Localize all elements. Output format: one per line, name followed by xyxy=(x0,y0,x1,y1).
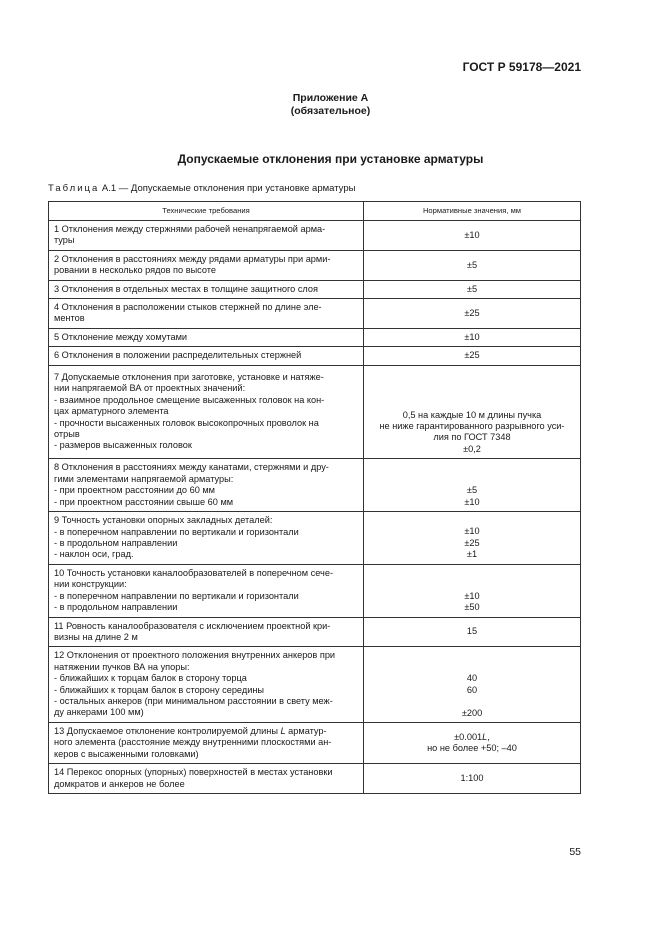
requirement-line: нии напрягаемой ВА от проектных значений: xyxy=(54,383,246,394)
value-line: ±200 xyxy=(461,707,483,718)
requirement-line: - в поперечном направлении по вертикали и горизонтали xyxy=(54,590,299,601)
requirement-cell xyxy=(49,328,364,346)
table-caption-text: А.1 — Допускаемые отклонения при установке арматуры xyxy=(99,183,356,194)
table-row xyxy=(49,764,581,794)
value-cell xyxy=(364,280,581,298)
table-row xyxy=(49,512,581,565)
requirement-cell xyxy=(49,564,364,617)
requirement-cell xyxy=(49,459,364,512)
deviations-table xyxy=(48,201,581,794)
table-row xyxy=(49,617,581,647)
requirement-line: 2 Отклонения в расстояниях между рядами арматуры при арми- xyxy=(54,253,331,264)
value-cell xyxy=(364,299,581,329)
value-cell xyxy=(364,221,581,251)
value-line: ±0.001L, xyxy=(454,731,490,742)
appendix-heading xyxy=(0,92,661,118)
requirement-line: - при проектном расстоянии до 60 мм xyxy=(54,485,215,496)
requirement-line: гими элементами напрягаемой арматуры: xyxy=(54,473,234,484)
value-line: ±10 xyxy=(464,331,480,342)
requirement-line: - в поперечном направлении по вертикали и горизонтали xyxy=(54,526,299,537)
table-caption-prefix: Таблица xyxy=(48,183,100,194)
value-cell xyxy=(364,722,581,763)
table-row xyxy=(49,722,581,763)
value-line: ±5 xyxy=(466,259,478,270)
table-caption xyxy=(48,183,355,194)
value-cell xyxy=(364,328,581,346)
value-line: ±10 xyxy=(464,496,480,507)
value-line: ±25 xyxy=(464,350,480,361)
value-line: ±25 xyxy=(464,307,480,318)
requirement-line: 13 Допускаемое отклонение контролируемой длины L арматур- xyxy=(54,725,327,736)
requirement-line: туры xyxy=(54,235,75,246)
table-row xyxy=(49,328,581,346)
value-cell xyxy=(364,459,581,512)
requirement-cell xyxy=(49,365,364,459)
appendix-title: Приложение А xyxy=(292,92,369,104)
value-line: ±5 xyxy=(466,283,478,294)
standard-number: ГОСТ Р 59178—2021 xyxy=(462,60,581,74)
value-line: ±0,2 xyxy=(463,443,481,454)
requirement-cell xyxy=(49,250,364,280)
requirement-line: - ближайших к торцам балок в сторону торца xyxy=(54,673,247,684)
table-row xyxy=(49,280,581,298)
requirement-line: ровании в несколько рядов по высоте xyxy=(54,265,216,276)
requirement-line: 8 Отклонения в расстояниях между канатами, стержнями и дру- xyxy=(54,462,329,473)
requirement-line: визны на длине 2 м xyxy=(54,631,138,642)
requirement-cell xyxy=(49,221,364,251)
value-line: ±10 xyxy=(464,590,480,601)
requirement-cell xyxy=(49,722,364,763)
value-cell xyxy=(364,647,581,723)
value-cell xyxy=(364,250,581,280)
requirement-line: керов с высаженными головками) xyxy=(54,748,199,759)
requirement-line: - остальных анкеров (при минимальном расстоянии в свету меж- xyxy=(54,696,333,707)
table-row xyxy=(49,365,581,459)
requirement-line: натяжении пучков ВА на упоры: xyxy=(54,661,190,672)
requirement-line: нии конструкции: xyxy=(54,579,127,590)
requirement-line: 9 Точность установки опорных закладных деталей: xyxy=(54,515,273,526)
page-number: 55 xyxy=(569,846,581,858)
table-row xyxy=(49,347,581,365)
requirement-line: домкратов и анкеров не более xyxy=(54,778,185,789)
requirement-cell xyxy=(49,617,364,647)
value-line: ±10 xyxy=(464,229,480,240)
requirement-line: 10 Точность установки каналообразователей в поперечном сече- xyxy=(54,567,334,578)
requirement-cell xyxy=(49,347,364,365)
requirement-line: 11 Ровность каналообразователя с исключением проектной кри- xyxy=(54,620,331,631)
value-line: ±10 xyxy=(464,526,480,537)
requirement-line: - при проектном расстоянии свыше 60 мм xyxy=(54,496,234,507)
column-header-values: Нормативные значения, мм xyxy=(364,202,581,221)
value-cell xyxy=(364,764,581,794)
requirement-line: - прочности высаженных головок высокопрочных проволок на xyxy=(54,417,319,428)
requirement-line: - взаимное продольное смещение высаженных головок на кон- xyxy=(54,394,325,405)
requirement-line: 14 Перекос опорных (упорных) поверхностей в местах установки xyxy=(54,767,333,778)
requirement-line: - наклон оси, град. xyxy=(54,549,134,560)
requirement-line: ментов xyxy=(54,313,85,324)
table-row xyxy=(49,299,581,329)
requirement-line: ду анкерами 100 мм) xyxy=(54,707,144,718)
value-line: ±50 xyxy=(464,602,480,613)
requirement-line: ного элемента (расстояние между внутренними плоскостями ан- xyxy=(54,737,332,748)
table-row xyxy=(49,250,581,280)
value-line: 15 xyxy=(466,626,478,637)
value-line: ±25 xyxy=(464,537,480,548)
requirement-line: 6 Отклонения в положении распределительных стержней xyxy=(54,350,302,361)
value-cell xyxy=(364,365,581,459)
requirement-line: 7 Допускаемые отклонения при заготовке, установке и натяже- xyxy=(54,372,324,383)
value-cell xyxy=(364,564,581,617)
appendix-subtitle: (обязательное) xyxy=(290,105,371,117)
requirement-line: - в продольном направлении xyxy=(54,537,178,548)
requirement-line: 3 Отклонения в отдельных местах в толщине защитного слоя xyxy=(54,283,318,294)
requirement-line: отрыв xyxy=(54,429,80,440)
requirement-line: 5 Отклонение между хомутами xyxy=(54,331,188,342)
requirement-line: цах арматурного элемента xyxy=(54,406,169,417)
value-line: 0,5 на каждые 10 м длины пучка xyxy=(402,409,542,420)
value-line: лия по ГОСТ 7348 xyxy=(433,432,511,443)
column-header-requirements: Технические требования xyxy=(49,202,364,221)
value-line: 60 xyxy=(466,684,478,695)
table-row xyxy=(49,221,581,251)
requirement-line: 1 Отклонения между стержнями рабочей ненапрягаемой арма- xyxy=(54,224,326,234)
requirement-cell xyxy=(49,512,364,565)
table-row xyxy=(49,647,581,723)
value-line xyxy=(368,696,576,707)
requirement-line: 12 Отклонения от проектного положения внутренних анкеров при xyxy=(54,650,336,661)
requirement-line: - ближайших к торцам балок в сторону середины xyxy=(54,684,265,695)
table-header-row xyxy=(49,202,581,221)
requirement-cell xyxy=(49,299,364,329)
requirement-cell xyxy=(49,280,364,298)
requirement-line: - размеров высаженных головок xyxy=(54,440,192,451)
value-cell xyxy=(364,617,581,647)
requirement-line: 4 Отклонения в расположении стыков стержней по длине эле- xyxy=(54,302,322,313)
value-line: 40 xyxy=(466,673,478,684)
value-line: не ниже гарантированного разрывного уси- xyxy=(379,421,565,432)
value-cell xyxy=(364,347,581,365)
requirement-line: - в продольном направлении xyxy=(54,602,178,613)
value-line: ±1 xyxy=(466,548,478,559)
value-line: но не более +50; –40 xyxy=(427,743,517,754)
value-line: 1:100 xyxy=(460,772,484,783)
value-line: ±5 xyxy=(466,485,478,496)
table-row xyxy=(49,564,581,617)
value-cell xyxy=(364,512,581,565)
requirement-cell xyxy=(49,647,364,723)
requirement-cell xyxy=(49,764,364,794)
table-row xyxy=(49,459,581,512)
section-heading: Допускаемые отклонения при установке арматуры xyxy=(177,152,484,166)
